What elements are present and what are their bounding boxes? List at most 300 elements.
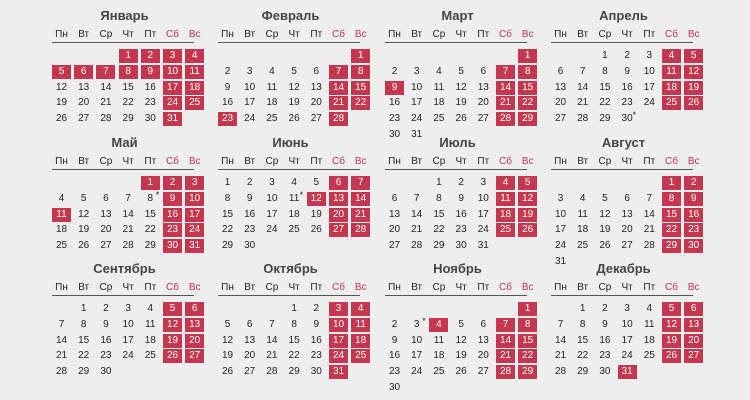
calendar-day: 24 xyxy=(122,350,134,362)
weekday-label: Вт xyxy=(78,156,90,167)
calendar-day: 12 xyxy=(455,334,467,346)
holiday-day: 21 xyxy=(329,96,348,110)
holiday-day: 4 xyxy=(351,302,370,316)
calendar-day: 25 xyxy=(144,350,156,362)
weekday-label: Пн xyxy=(221,156,234,167)
holiday-day: 23 xyxy=(163,223,182,237)
calendar-day: 5 xyxy=(458,318,464,330)
calendar-day: 18 xyxy=(433,350,445,362)
holiday-day: 15 xyxy=(662,208,681,222)
calendar-day: 28 xyxy=(122,240,134,252)
holiday-day: 1 xyxy=(351,49,370,63)
holiday-day: 1 xyxy=(518,49,537,63)
calendar-day: 14 xyxy=(55,334,68,346)
holiday-day: 1 xyxy=(518,302,537,316)
calendar-day: 5 xyxy=(602,192,608,204)
calendar-day: 9 xyxy=(103,318,109,330)
holiday-day: 14 xyxy=(496,81,515,95)
calendar-day: 7 xyxy=(579,65,586,77)
calendar-day: 18 xyxy=(643,334,655,346)
holiday-day: 22 xyxy=(518,96,537,110)
weekday-label: Чт xyxy=(122,282,134,293)
holiday-day: 15 xyxy=(518,81,537,95)
weekday-label: Пн xyxy=(388,156,401,167)
calendar-day: 8 xyxy=(80,318,87,330)
calendar-day: 4 xyxy=(147,303,154,314)
month-title: Октябрь xyxy=(263,261,318,276)
calendar-day: 28 xyxy=(55,366,68,378)
calendar-day: 30 xyxy=(621,113,633,125)
holiday-day: 7 xyxy=(96,65,115,79)
weekday-label: Чт xyxy=(455,29,467,40)
month-title: Август xyxy=(601,135,646,150)
weekday-label: Ср xyxy=(99,282,113,293)
holiday-day: 3 xyxy=(185,176,204,190)
weekday-label: Вт xyxy=(411,156,423,167)
weekday-label: Сб xyxy=(332,156,345,167)
weekday-label: Пн xyxy=(388,282,401,293)
short-day-marker: * xyxy=(632,110,637,121)
holiday-day: 8 xyxy=(518,65,537,79)
calendar-day: 30 xyxy=(599,366,611,378)
calendar-day: 23 xyxy=(310,350,322,362)
calendar-day: 7 xyxy=(58,318,65,330)
holiday-day: 18 xyxy=(496,208,515,222)
weekday-label: Сб xyxy=(166,29,179,40)
weekday-label: Чт xyxy=(455,156,467,167)
calendar-day: 21 xyxy=(577,97,589,109)
weekday-divider xyxy=(551,42,693,43)
calendar-day: 26 xyxy=(221,366,234,378)
calendar-day: 10 xyxy=(643,65,655,77)
weekday-divider xyxy=(52,42,194,43)
holiday-day: 27 xyxy=(684,349,703,363)
calendar-day: 11 xyxy=(433,334,445,346)
weekday-label: Вс xyxy=(687,282,700,293)
weekday-label: Вт xyxy=(244,29,256,40)
holiday-day: 4 xyxy=(662,49,681,63)
holiday-day: 19 xyxy=(518,208,537,222)
holiday-day: 26 xyxy=(662,349,681,363)
calendar-day: 29 xyxy=(577,366,589,378)
weekday-label: Сб xyxy=(665,282,678,293)
calendar-day: 6 xyxy=(391,192,398,204)
calendar-day: 8 xyxy=(436,192,442,204)
calendar-day: 28 xyxy=(266,366,278,378)
weekday-label: Вт xyxy=(411,29,423,40)
weekday-label: Ср xyxy=(99,29,113,40)
holiday-day: 24 xyxy=(329,349,348,363)
calendar-day: 31 xyxy=(554,256,567,267)
holiday-day: 16 xyxy=(684,208,703,222)
calendar-day: 1 xyxy=(436,177,442,188)
holiday-day: 12 xyxy=(662,318,681,332)
holiday-day: 31 xyxy=(329,365,348,379)
calendar-day: 25 xyxy=(55,240,68,252)
holiday-day: 22 xyxy=(662,223,681,237)
calendar-day: 27 xyxy=(310,113,322,125)
calendar-day: 29 xyxy=(122,113,134,125)
calendar-day: 6 xyxy=(246,318,253,330)
calendar-day: 17 xyxy=(477,208,489,220)
calendar-day: 3 xyxy=(557,192,564,204)
holiday-day: 19 xyxy=(684,81,703,95)
calendar-day: 11 xyxy=(577,208,588,220)
weekday-label: Сб xyxy=(332,282,345,293)
calendar-day: 10 xyxy=(266,192,278,204)
calendar-day: 10 xyxy=(244,81,256,93)
calendar-day: 9 xyxy=(624,65,630,77)
month-title: Сентябрь xyxy=(93,261,156,276)
calendar-day: 13 xyxy=(100,208,112,220)
calendar-day: 4 xyxy=(436,65,442,77)
calendar-day: 9 xyxy=(458,192,464,204)
calendar-day: 24 xyxy=(477,224,489,236)
weekday-label: Ср xyxy=(265,29,279,40)
short-day-marker: * xyxy=(299,189,304,200)
holiday-day: 10 xyxy=(185,192,204,206)
calendar-day: 24 xyxy=(244,113,256,125)
calendar-day: 12 xyxy=(288,81,300,93)
calendar-day: 19 xyxy=(78,224,90,236)
calendar-day: 11 xyxy=(145,318,156,330)
weekday-label: Вт xyxy=(577,29,589,40)
holiday-day: 6 xyxy=(684,302,703,316)
holiday-day: 15 xyxy=(351,81,370,95)
month-title: Февраль xyxy=(261,8,320,23)
calendar-day: 14 xyxy=(577,81,589,93)
holiday-day: 30 xyxy=(684,239,703,253)
calendar-day: 13 xyxy=(477,334,489,346)
calendar-day: 25 xyxy=(643,350,655,362)
weekday-label: Пт xyxy=(643,156,656,167)
weekday-label: Вс xyxy=(687,156,700,167)
weekday-label: Пн xyxy=(554,156,567,167)
calendar-day: 31 xyxy=(411,129,423,140)
weekday-label: Вт xyxy=(244,282,256,293)
weekday-label: Чт xyxy=(122,29,134,40)
holiday-day: 21 xyxy=(351,208,370,222)
calendar-day: 26 xyxy=(599,240,611,252)
holiday-day: 6 xyxy=(74,65,93,79)
calendar-day: 19 xyxy=(221,350,234,362)
calendar-day: 3 xyxy=(125,303,131,314)
calendar-day: 20 xyxy=(621,224,633,236)
holiday-day: 31 xyxy=(163,112,182,126)
holiday-day: 12 xyxy=(684,65,703,79)
calendar-day: 20 xyxy=(388,224,401,236)
calendar-day: 6 xyxy=(624,192,630,204)
calendar-day: 15 xyxy=(78,334,90,346)
holiday-day: 28 xyxy=(351,223,370,237)
weekday-label: Вс xyxy=(188,282,201,293)
calendar-day: 21 xyxy=(643,224,655,236)
calendar-day: 5 xyxy=(224,318,231,330)
calendar-day: 27 xyxy=(388,240,401,252)
calendar-day: 20 xyxy=(244,350,256,362)
weekday-label: Ср xyxy=(99,156,113,167)
calendar-day: 23 xyxy=(388,113,401,125)
calendar-day: 7 xyxy=(646,192,653,204)
weekday-divider xyxy=(52,169,194,170)
holiday-day: 27 xyxy=(329,223,348,237)
weekday-label: Вс xyxy=(521,29,534,40)
calendar-day: 10 xyxy=(477,192,489,204)
month-title: Июнь xyxy=(272,135,309,150)
weekday-divider xyxy=(551,295,693,296)
holiday-day: 24 xyxy=(185,223,204,237)
calendar-day: 28 xyxy=(100,113,112,125)
holiday-day: 6 xyxy=(329,176,348,190)
calendar-day: 22 xyxy=(599,97,611,109)
calendar-day: 5 xyxy=(313,177,320,188)
calendar-day: 15 xyxy=(144,208,156,220)
calendar-day: 17 xyxy=(621,334,633,346)
holiday-day: 7 xyxy=(496,65,515,79)
holiday-day: 1 xyxy=(141,176,160,190)
calendar-day: 12 xyxy=(599,208,611,220)
holiday-day: 28 xyxy=(329,112,348,126)
calendar-day: 17 xyxy=(411,97,423,109)
calendar-day: 19 xyxy=(55,97,68,109)
calendar-day: 17 xyxy=(643,81,655,93)
weekday-label: Пн xyxy=(221,29,234,40)
calendar-day: 1 xyxy=(602,50,608,61)
calendar-day: 24 xyxy=(411,113,423,125)
calendar-day: 11 xyxy=(433,81,445,93)
holiday-day: 10 xyxy=(163,65,182,79)
month-title: Ноябрь xyxy=(433,261,482,276)
weekday-label: Вс xyxy=(188,29,201,40)
calendar-day: 30 xyxy=(244,240,256,252)
calendar-day: 3 xyxy=(480,177,487,188)
holiday-day: 8 xyxy=(518,318,537,332)
calendar-day: 12 xyxy=(78,208,90,220)
calendar-day: 19 xyxy=(310,208,322,220)
calendar-day: 22 xyxy=(288,350,300,362)
calendar-day: 15 xyxy=(288,334,300,346)
calendar-day: 3 xyxy=(646,50,653,61)
calendar-day: 22 xyxy=(221,224,234,236)
calendar-day: 6 xyxy=(480,318,487,330)
weekday-label: Вт xyxy=(78,282,90,293)
holiday-day: 5 xyxy=(684,49,703,63)
weekday-label: Ср xyxy=(598,29,612,40)
calendar-day: 28 xyxy=(577,113,589,125)
weekday-label: Вт xyxy=(78,29,90,40)
calendar-day: 8 xyxy=(147,192,154,204)
holiday-day: 18 xyxy=(351,334,370,348)
calendar-day: 23 xyxy=(455,224,467,236)
calendar-day: 10 xyxy=(621,318,633,330)
holiday-day: 18 xyxy=(662,81,681,95)
holiday-day: 17 xyxy=(163,81,182,95)
weekday-label: Пт xyxy=(144,156,157,167)
calendar-day: 8 xyxy=(602,65,608,77)
calendar-day: 29 xyxy=(144,240,156,252)
calendar-day: 15 xyxy=(433,208,445,220)
holiday-day: 6 xyxy=(185,302,204,316)
holiday-day: 9 xyxy=(141,65,160,79)
holiday-day: 4 xyxy=(429,318,448,332)
calendar-day: 20 xyxy=(100,224,112,236)
weekday-label: Вс xyxy=(687,29,700,40)
holiday-day: 29 xyxy=(662,239,681,253)
calendar-day: 28 xyxy=(643,240,655,252)
calendar-day: 15 xyxy=(577,334,589,346)
calendar-day: 27 xyxy=(621,240,633,252)
weekday-label: Вт xyxy=(577,156,589,167)
holiday-day: 7 xyxy=(329,65,348,79)
weekday-label: Пн xyxy=(388,29,401,40)
weekday-label: Чт xyxy=(288,282,300,293)
calendar-day: 23 xyxy=(144,97,156,109)
calendar-day: 19 xyxy=(288,97,300,109)
calendar-day: 11 xyxy=(266,81,278,93)
holiday-day: 13 xyxy=(684,318,703,332)
holiday-day: 11 xyxy=(52,208,71,222)
weekday-label: Пн xyxy=(55,156,68,167)
calendar-day: 22 xyxy=(577,350,589,362)
calendar-day: 12 xyxy=(55,81,68,93)
holiday-day: 14 xyxy=(351,192,370,206)
calendar-day: 18 xyxy=(55,224,68,236)
holiday-day: 25 xyxy=(185,96,204,110)
holiday-day: 13 xyxy=(329,192,348,206)
calendar-day: 7 xyxy=(125,192,131,204)
calendar-day: 17 xyxy=(266,208,278,220)
holiday-day: 17 xyxy=(329,334,348,348)
holiday-day: 11 xyxy=(351,318,370,332)
holiday-day: 9 xyxy=(163,192,182,206)
calendar-day: 19 xyxy=(455,97,467,109)
weekday-label: Сб xyxy=(499,29,512,40)
holiday-day: 30 xyxy=(163,239,182,253)
holiday-day: 5 xyxy=(518,176,537,190)
calendar-day: 11 xyxy=(644,318,655,330)
weekday-label: Вс xyxy=(354,29,367,40)
calendar-day: 13 xyxy=(78,81,90,93)
calendar-day: 4 xyxy=(58,192,65,204)
calendar-day: 14 xyxy=(122,208,134,220)
weekday-divider xyxy=(385,295,527,296)
holiday-day: 14 xyxy=(329,81,348,95)
weekday-label: Пн xyxy=(221,282,234,293)
calendar-day: 16 xyxy=(388,97,401,109)
calendar-day: 21 xyxy=(411,224,423,236)
weekday-label: Ср xyxy=(265,282,279,293)
holiday-day: 17 xyxy=(185,208,204,222)
weekday-divider xyxy=(385,169,527,170)
weekday-label: Пт xyxy=(477,29,490,40)
calendar-day: 9 xyxy=(246,192,253,204)
calendar-day: 24 xyxy=(554,240,567,252)
holiday-day: 11 xyxy=(496,192,515,206)
calendar-day: 31 xyxy=(477,240,489,252)
holiday-day: 4 xyxy=(185,49,204,63)
month-title: Апрель xyxy=(599,8,648,23)
weekday-label: Вт xyxy=(577,282,589,293)
calendar-day: 17 xyxy=(122,334,134,346)
weekday-label: Пт xyxy=(310,282,323,293)
holiday-day: 4 xyxy=(496,176,515,190)
calendar-day: 10 xyxy=(122,318,134,330)
calendar-day: 27 xyxy=(100,240,112,252)
holiday-day: 2 xyxy=(141,49,160,63)
calendar-day: 29 xyxy=(599,113,611,125)
calendar-day: 6 xyxy=(103,192,109,204)
weekday-label: Чт xyxy=(621,282,633,293)
holiday-day: 9 xyxy=(385,81,404,95)
calendar-day: 5 xyxy=(458,65,464,77)
calendar-day: 17 xyxy=(554,224,567,236)
calendar-day: 23 xyxy=(388,366,401,378)
holiday-day: 28 xyxy=(496,365,515,379)
weekday-label: Пн xyxy=(554,29,567,40)
weekday-label: Чт xyxy=(621,156,633,167)
holiday-day: 2 xyxy=(163,176,182,190)
calendar-day: 2 xyxy=(391,318,398,330)
calendar-day: 2 xyxy=(391,65,398,77)
weekday-label: Сб xyxy=(332,29,345,40)
calendar-day: 16 xyxy=(100,334,112,346)
calendar-day: 18 xyxy=(433,97,445,109)
holiday-day: 12 xyxy=(518,192,537,206)
calendar-day: 21 xyxy=(554,350,567,362)
calendar-day: 24 xyxy=(621,350,633,362)
holiday-day: 21 xyxy=(496,349,515,363)
holiday-day: 26 xyxy=(163,349,182,363)
calendar-day: 4 xyxy=(269,65,275,77)
calendar-day: 28 xyxy=(554,366,567,378)
calendar-day: 2 xyxy=(246,177,253,188)
calendar-day: 14 xyxy=(643,208,655,220)
calendar-day: 23 xyxy=(621,97,633,109)
weekday-label: Вс xyxy=(354,282,367,293)
holiday-day: 28 xyxy=(496,112,515,126)
short-day-marker: * xyxy=(422,315,426,326)
weekday-label: Пн xyxy=(554,282,567,293)
holiday-day: 22 xyxy=(351,96,370,110)
month-title: Март xyxy=(441,8,474,23)
calendar-day: 1 xyxy=(291,303,297,314)
calendar-day: 21 xyxy=(122,224,134,236)
holiday-day: 20 xyxy=(684,334,703,348)
calendar-day: 19 xyxy=(599,224,611,236)
weekday-label: Сб xyxy=(166,282,179,293)
calendar-day: 18 xyxy=(144,334,156,346)
calendar-day: 2 xyxy=(602,303,608,314)
calendar-day: 28 xyxy=(411,240,423,252)
calendar-day: 6 xyxy=(480,65,487,77)
weekday-label: Сб xyxy=(499,282,512,293)
calendar-day: 27 xyxy=(244,366,256,378)
calendar-day: 1 xyxy=(80,303,87,314)
calendar-day: 26 xyxy=(288,113,300,125)
calendar-day: 13 xyxy=(244,334,256,346)
calendar-day: 24 xyxy=(411,366,423,378)
weekday-label: Пт xyxy=(144,282,157,293)
holiday-day: 20 xyxy=(329,208,348,222)
holiday-day: 18 xyxy=(185,81,204,95)
calendar-day: 26 xyxy=(78,240,90,252)
calendar-day: 16 xyxy=(621,81,633,93)
calendar-day: 14 xyxy=(266,334,278,346)
holiday-day: 7 xyxy=(351,176,370,190)
weekday-divider xyxy=(52,295,194,296)
calendar-day: 16 xyxy=(221,97,234,109)
calendar-day: 26 xyxy=(310,224,322,236)
